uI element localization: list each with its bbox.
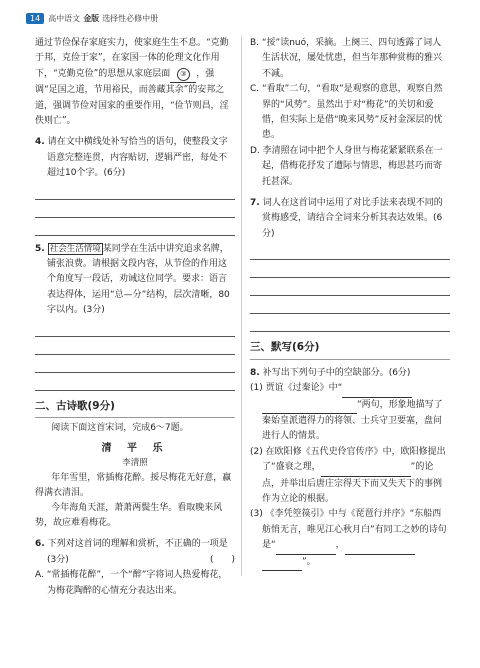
fill-blank[interactable] [276, 538, 336, 554]
answer-line[interactable] [35, 337, 235, 355]
answer-line[interactable] [35, 355, 235, 373]
poem-intro: 阅读下面这首宋词，完成6～7题。 [51, 423, 189, 434]
section-3-title: 三、默写(6分) [250, 340, 450, 359]
item-3: (3) 《李凭箜篌引》中与《琵琶行并序》“东船西舫悄无言，唯见江心秋月白”有同工之妙的诗句是“ ， ”。 [250, 507, 450, 571]
poem-title: 清 平 乐 [101, 442, 169, 454]
left-column [35, 36, 235, 599]
answer-line[interactable] [35, 200, 235, 218]
item-1: (1) 贾谊《过秦论》中“ ”两句，形象地描写了秦始皇派遣得力的将领、士兵守卫要塞，盘问进行人的情景。 [250, 383, 443, 442]
series-title: 高中语文 [48, 13, 81, 23]
question-4: 4. 请在文中横线处补写恰当的语句，使整段文字语意完整连贯，内容贴切，逻辑严密，每处不超过10个字。(6分) [35, 135, 235, 235]
answer-line[interactable] [250, 242, 450, 260]
passage-continuation: 通过节俭保存家庭实力，使家庭生生不息。“克勤于邦，克俭于家”，在家国一体的伦理文化作用下，“克勤克俭”的思想从家庭层面 ③ ，强调“足国之道，节用裕民，而善藏其余”的安邦之道，强调节俭对国家的重要作用，“俭节则昌，淫佚则亡”。 [35, 38, 229, 127]
answer-line[interactable] [35, 373, 235, 391]
fill-blank[interactable] [345, 538, 415, 554]
brand-logo: 金版 [83, 13, 100, 23]
page-number: 14 [26, 13, 44, 24]
option-a: A. “常插梅花醉”，一个“醉”字将词人热爱梅花，为梅花陶醉的心情充分表达出来。 [35, 570, 228, 596]
answer-line[interactable] [35, 218, 235, 236]
answer-line[interactable] [250, 296, 450, 314]
answer-paren[interactable]: ( ) [209, 554, 235, 565]
question-6: 6. 下列对这首词的理解和赏析，不正确的一项是(3分) ( ) A. “常插梅花醉”，一个“醉”字将词人热爱梅花，为梅花陶醉的心情充分表达出来。 [35, 537, 235, 599]
poem-stanza-1: 年年雪里，常插梅花醉。挼尽梅花无好意，赢得满衣清泪。 [35, 473, 232, 499]
context-tag: 社会生活情境 [49, 243, 101, 254]
blank-3: ③ [170, 67, 196, 83]
poem-author: 李清照 [122, 457, 148, 468]
question-5: 5. 社会生活情境 某同学在生活中讲究追求名牌，铺张浪费。请根据文段内容，从节俭的作用这个角度写一段话，劝诫这位同学。要求：语言表达得体，运用“总—分”结构，层次清晰，80字以内。(3分) [35, 242, 235, 391]
column-divider [241, 36, 242, 576]
section-2-title: 二、古诗歌(9分) [35, 399, 235, 418]
item-2: (2) 在欧阳修《五代史伶官传序》中，欧阳修提出了“盛衰之理， ”的论点，并举出后唐庄宗得天下而又失天下的事例作为立论的根据。 [250, 446, 446, 504]
answer-line[interactable] [35, 319, 235, 337]
fill-blank[interactable] [262, 398, 357, 414]
fill-blank[interactable] [321, 460, 411, 476]
right-column [250, 36, 450, 571]
page-header [26, 11, 158, 25]
fill-blank[interactable] [262, 555, 302, 571]
question-8: 8. 补写出下列句子中的空缺部分。(6分) (1) 贾谊《过秦论》中“ ”两句，形象地描写了秦始皇派遣得力的将领、士兵守卫要塞，盘问进行人的情景。 (2) 在欧阳修《五代史伶官传序》中，欧阳修提出了“盛衰之理， ”的论点，并举出后唐庄宗得天下而又失天下的事例作为立论的根据。 (3) 《李凭箜篌引》中与《琵琶行并序》“东船西舫悄无言，唯见江心秋月白”有同工之妙的诗句是“ ， ”。 [250, 366, 450, 571]
header-subtitle: 选择性必修中册 [102, 13, 159, 23]
fill-blank[interactable] [342, 381, 412, 397]
answer-line[interactable] [35, 182, 235, 200]
option-d: D. 李清照在词中把个人身世与梅花紧紧联系在一起，借梅花抒发了遭际与情思，梅思甚巧而寄托甚深。 [250, 145, 443, 187]
answer-line[interactable] [250, 260, 450, 278]
answer-line[interactable] [250, 278, 450, 296]
poem-stanza-2: 今年海角天涯，萧萧两鬓生华。看取晚来风势，故应难看梅花。 [35, 503, 223, 529]
option-b: B. “挼”读nuó，采摘。上阕三、四句透露了词人生活状况，屡处忧患，但当年那种赏梅的雅兴不减。 [250, 38, 443, 79]
question-7: 7. 词人在这首词中运用了对比手法来表现不同的赏梅感受，请结合全词来分析其表达效果。(6分) [250, 196, 450, 332]
answer-line[interactable] [250, 314, 450, 332]
option-c: C. “看取”二句，“看取”是观察的意思，观察自然界的“风势”。虽然出于对“梅花”的关切和爱惜，但实际上是借“晚来风势”反衬金深层的忧患。 [250, 84, 443, 141]
